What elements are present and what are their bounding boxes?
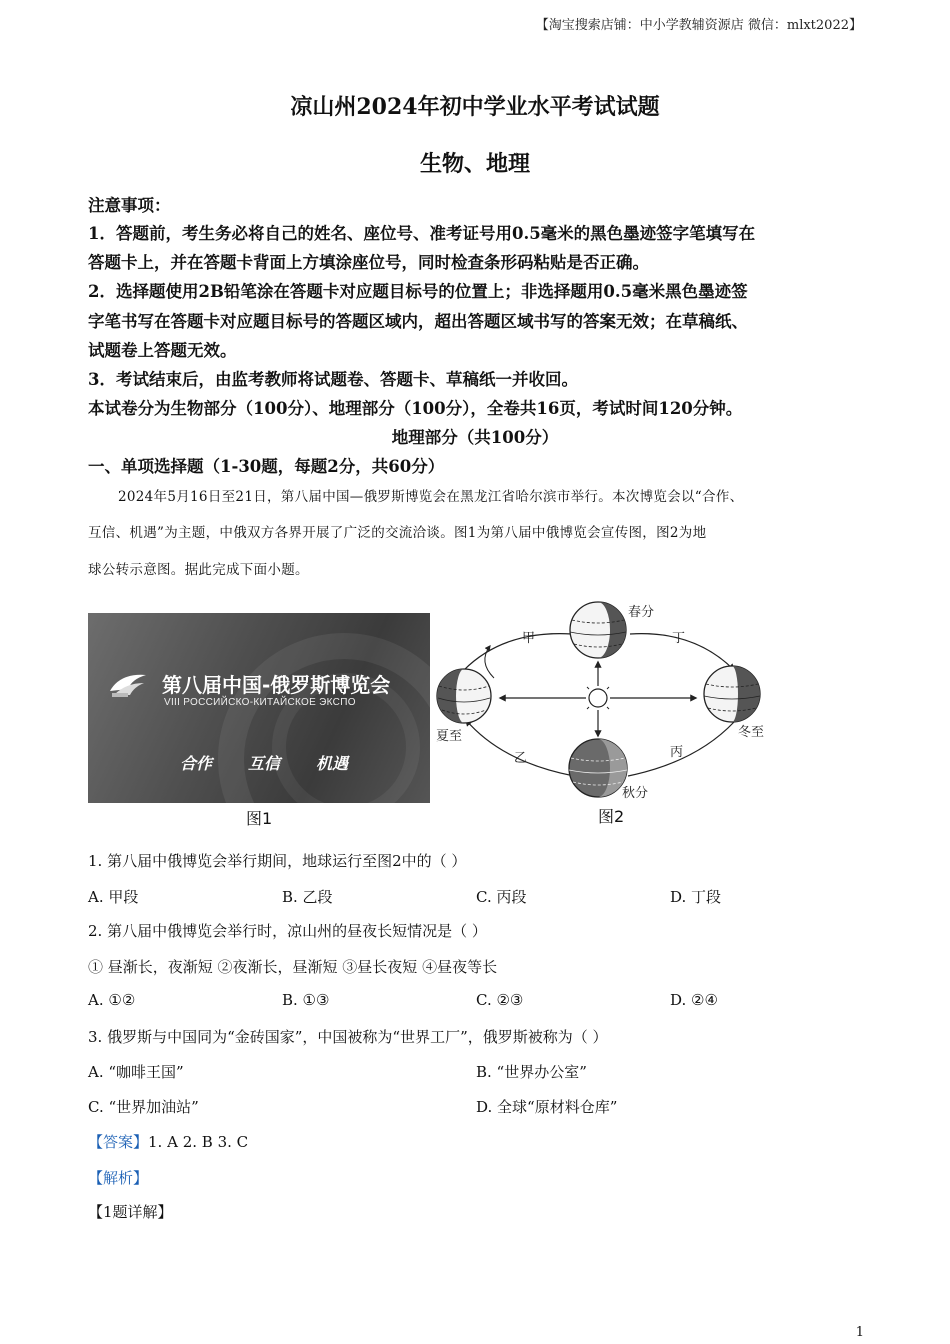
question-stem: 1. 第八届中俄博览会举行期间，地球运行至图2中的（ ） — [88, 852, 467, 870]
globe-winter-solstice — [704, 666, 760, 722]
question-option: A. 甲段 — [88, 888, 139, 906]
notice-heading: 注意事项： — [88, 196, 171, 215]
poster-slogan: 机遇 — [316, 754, 349, 773]
part-title: 一、单项选择题（1-30题，每题2分，共60分） — [88, 457, 445, 476]
detail-tag: 【1题详解】 — [88, 1203, 173, 1221]
label-bing: 丙 — [670, 745, 684, 760]
label-spring: 春分 — [628, 605, 655, 620]
sun-icon — [589, 689, 607, 707]
figure-2-caption: 图2 — [598, 807, 625, 826]
notice-line: 2．选择题使用2B铅笔涂在答题卡对应题目标号的位置上；非选择题用0.5毫米黑色墨迹签 — [88, 282, 748, 301]
question-stem: 2. 第八届中俄博览会举行时，凉山州的昼夜长短情况是（ ） — [88, 922, 487, 940]
answer-tag: 【答案】 — [88, 1133, 149, 1151]
notice-line: 字笔书写在答题卡对应题目标号的答题区域内，超出答题区域书写的答案无效；在草稿纸、 — [88, 312, 748, 331]
intro-line: 互信、机遇”为主题，中俄双方各界开展了广泛的交流洽谈。图1为第八届中俄博览会宣传图，图2为地 — [88, 525, 707, 541]
question-option: A. ①② — [88, 991, 136, 1009]
header-note: 【淘宝搜索店铺：中小学教辅资源店 微信：mlxt2022】 — [535, 18, 862, 33]
globe-autumn-equinox — [569, 739, 627, 797]
question-option: D. 全球“原材料仓库” — [476, 1098, 618, 1116]
question-option: B. 乙段 — [282, 888, 333, 906]
figure-2-orbit-diagram — [434, 590, 774, 800]
answer-text: 1. A 2. B 3. C — [148, 1133, 249, 1151]
label-jia: 甲 — [522, 631, 536, 646]
expo-logo-icon — [108, 669, 150, 699]
question-option: C. ②③ — [476, 991, 524, 1009]
notice-line: 本试卷分为生物部分（100分）、地理部分（100分），全卷共16页，考试时间120分钟。 — [88, 399, 743, 418]
section-title: 地理部分（共100分） — [391, 428, 559, 447]
poster-title-cn: 第八届中国-俄罗斯博览会 — [162, 673, 391, 697]
label-yi: 乙 — [514, 751, 528, 766]
question-choices-line: ① 昼渐长，夜渐短 ②夜渐长，昼渐短 ③昼长夜短 ④昼夜等长 — [88, 958, 498, 976]
orbit-arc-yi — [466, 720, 574, 776]
intro-line: 球公转示意图。据此完成下面小题。 — [88, 562, 309, 578]
question-option: D. ②④ — [670, 991, 718, 1009]
notice-line: 试题卷上答题无效。 — [88, 341, 237, 360]
exam-title: 凉山州2024年初中学业水平考试试题 — [290, 94, 660, 120]
analysis-tag: 【解析】 — [88, 1169, 149, 1187]
globe-spring-equinox — [570, 602, 626, 658]
question-option: C. 丙段 — [476, 888, 527, 906]
poster-slogan: 互信 — [248, 754, 281, 773]
label-autumn: 秋分 — [622, 786, 649, 800]
question-option: A. “咖啡王国” — [88, 1063, 184, 1081]
question-option: B. ①③ — [282, 991, 330, 1009]
figure-1-caption: 图1 — [246, 809, 273, 828]
question-option: B. “世界办公室” — [476, 1063, 587, 1081]
poster-slogan: 合作 — [180, 754, 213, 773]
notice-line: 答题卡上，并在答题卡背面上方填涂座位号，同时检查条形码粘贴是否正确。 — [88, 253, 649, 272]
exam-subtitle: 生物、地理 — [419, 151, 530, 177]
figure-1-expo-poster — [88, 613, 430, 803]
intro-line: 2024年5月16日至21日，第八届中国—俄罗斯博览会在黑龙江省哈尔滨市举行。本次博览会以“合作、 — [118, 489, 744, 505]
page-number: 1 — [855, 1325, 864, 1340]
label-summer: 夏至 — [436, 729, 463, 744]
label-winter: 冬至 — [738, 725, 765, 740]
label-ding: 丁 — [672, 631, 686, 646]
question-option: D. 丁段 — [670, 888, 722, 906]
poster-title-ru: VIII РОССИЙСКО-КИТАЙСКОЕ ЭКСПО — [164, 697, 356, 708]
notice-line: 3．考试结束后，由监考教师将试题卷、答题卡、草稿纸一并收回。 — [88, 370, 578, 389]
question-option: C. “世界加油站” — [88, 1098, 199, 1116]
notice-line: 1．答题前，考生务必将自己的姓名、座位号、准考证号用0.5毫米的黑色墨迹签字笔填写在 — [88, 224, 756, 243]
orbit-arc-jia — [464, 634, 572, 670]
question-stem: 3. 俄罗斯与中国同为“金砖国家”，中国被称为“世界工厂”，俄罗斯被称为（ ） — [88, 1028, 608, 1046]
globe-summer-solstice — [437, 669, 491, 723]
answer-line — [88, 1131, 248, 1152]
